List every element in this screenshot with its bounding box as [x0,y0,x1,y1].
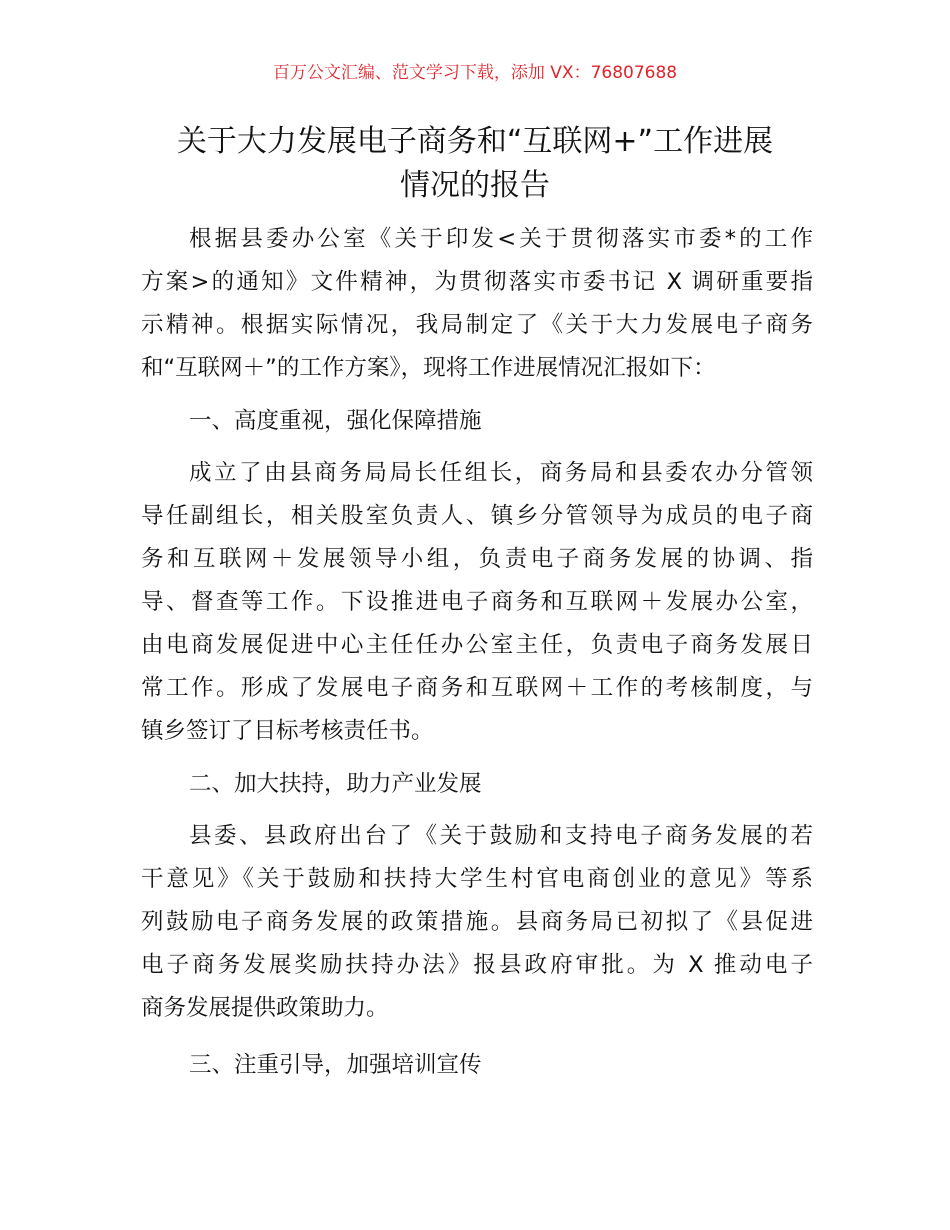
text-line: 商务发展提供政策助力。 [141,995,389,1021]
text-line: 和“互联网＋”的工作方案》，现将工作进展情况汇报如下： [141,355,716,381]
text-line: 电子商务发展奖励扶持办法》报县政府审批。为 X 推动电子 [141,952,813,978]
text-line: 常工作。形成了发展电子商务和互联网＋工作的考核制度，与 [141,675,813,701]
text-line: 干意见》《关于鼓励和扶持大学生村官电商创业的意见》等系 [141,866,813,892]
text-line: 成立了由县商务局局长任组长，商务局和县委农办分管领 [189,460,813,486]
text-line: 由电商发展促进中心主任任办公室主任，负责电子商务发展日 [141,632,813,658]
text-line: 县委、县政府出台了《关于鼓励和支持电子商务发展的若 [189,823,813,849]
section-heading-1: 一、高度重视，强化保障措施 [189,408,482,434]
text-line: 根据县委办公室《关于印发<关于贯彻落实市委*的工作 [189,226,813,252]
text-line: 方案>的通知》文件精神，为贯彻落实市委书记 X 调研重要指 [141,269,813,295]
text-line: 示精神。根据实际情况，我局制定了《关于大力发展电子商务 [141,312,813,338]
text-line: 导任副组长，相关股室负责人、镇乡分管领导为成员的电子商 [141,503,813,529]
text-line: 务和互联网＋发展领导小组，负责电子商务发展的协调、指 [141,546,813,572]
section-heading-3: 三、注重引导，加强培训宣传 [189,1052,482,1078]
text-line: 镇乡签订了目标考核责任书。 [141,718,434,744]
section-heading-2: 二、加大扶持，助力产业发展 [189,771,482,797]
text-line: 列鼓励电子商务发展的政策措施。县商务局已初拟了《县促进 [141,909,813,935]
doc-title-line-1: 关于大力发展电子商务和“互联网+”工作进展 [176,124,774,159]
doc-title-line-2: 情况的报告 [400,168,550,203]
header-note: 百万公文汇编、范文学习下载，添加 VX：76807688 [272,63,678,83]
text-line: 导、督查等工作。下设推进电子商务和互联网＋发展办公室， [141,589,813,615]
